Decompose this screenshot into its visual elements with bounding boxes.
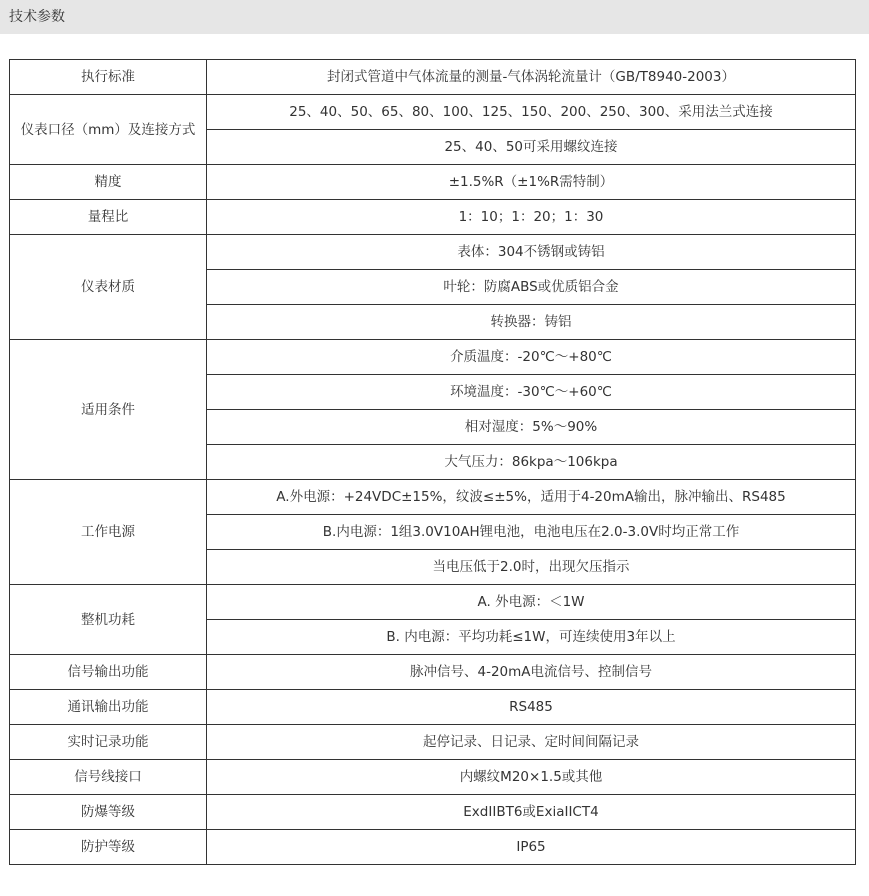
table-row (10, 830, 856, 865)
spec-value: 转换器：铸铝 (207, 305, 856, 340)
spec-value: 25、40、50、65、80、100、125、150、200、250、300、采用法兰式连接 (207, 95, 856, 130)
spec-value: B.内电源：1组3.0V10AH锂电池，电池电压在2.0-3.0V时均正常工作 (207, 515, 856, 550)
table-row (10, 760, 856, 795)
table-row (10, 235, 856, 270)
spec-label: 精度 (10, 165, 207, 200)
spec-label: 工作电源 (10, 480, 207, 585)
table-row (10, 795, 856, 830)
spec-table-body (10, 60, 856, 865)
table-row (10, 585, 856, 620)
table-row (10, 690, 856, 725)
spec-label: 防护等级 (10, 830, 207, 865)
spec-value: IP65 (207, 830, 856, 865)
spec-label: 仪表口径（mm）及连接方式 (10, 95, 207, 165)
spec-label: 防爆等级 (10, 795, 207, 830)
table-row (10, 200, 856, 235)
table-row (10, 60, 856, 95)
spec-label: 整机功耗 (10, 585, 207, 655)
spec-label: 仪表材质 (10, 235, 207, 340)
spec-value: 表体：304不锈钢或铸铝 (207, 235, 856, 270)
spec-value: 大气压力：86kpa～106kpa (207, 445, 856, 480)
table-row (10, 655, 856, 690)
spec-value: 1：10；1：20；1：30 (207, 200, 856, 235)
spec-value: 内螺纹M20×1.5或其他 (207, 760, 856, 795)
spec-label: 信号线接口 (10, 760, 207, 795)
spec-value: B. 内电源：平均功耗≤1W，可连续使用3年以上 (207, 620, 856, 655)
spec-value: 相对湿度：5%～90% (207, 410, 856, 445)
table-row (10, 725, 856, 760)
spec-value: ExdIIBT6或ExiaIICT4 (207, 795, 856, 830)
spec-label: 通讯输出功能 (10, 690, 207, 725)
table-row (10, 95, 856, 130)
spec-value: 当电压低于2.0时，出现欠压指示 (207, 550, 856, 585)
table-row (10, 165, 856, 200)
table-row (10, 480, 856, 515)
spec-value: 脉冲信号、4-20mA电流信号、控制信号 (207, 655, 856, 690)
spec-value: 环境温度：-30℃～+60℃ (207, 375, 856, 410)
spec-label: 执行标准 (10, 60, 207, 95)
spec-value: A.外电源：+24VDC±15%，纹波≤±5%，适用于4-20mA输出，脉冲输出、RS485 (207, 480, 856, 515)
spec-table (9, 59, 856, 865)
spec-value: A. 外电源：＜1W (207, 585, 856, 620)
table-row (10, 340, 856, 375)
spec-value: 叶轮：防腐ABS或优质铝合金 (207, 270, 856, 305)
spec-value: RS485 (207, 690, 856, 725)
spec-value: 介质温度：-20℃～+80℃ (207, 340, 856, 375)
section-header (0, 0, 869, 34)
spec-value: ±1.5%R（±1%R需特制） (207, 165, 856, 200)
spec-value: 起停记录、日记录、定时间间隔记录 (207, 725, 856, 760)
spec-label: 信号输出功能 (10, 655, 207, 690)
spec-label: 实时记录功能 (10, 725, 207, 760)
spec-value: 25、40、50可采用螺纹连接 (207, 130, 856, 165)
spec-value: 封闭式管道中气体流量的测量-气体涡轮流量计（GB/T8940-2003） (207, 60, 856, 95)
section-title: 技术参数 (9, 9, 65, 25)
spec-label: 量程比 (10, 200, 207, 235)
spec-label: 适用条件 (10, 340, 207, 480)
